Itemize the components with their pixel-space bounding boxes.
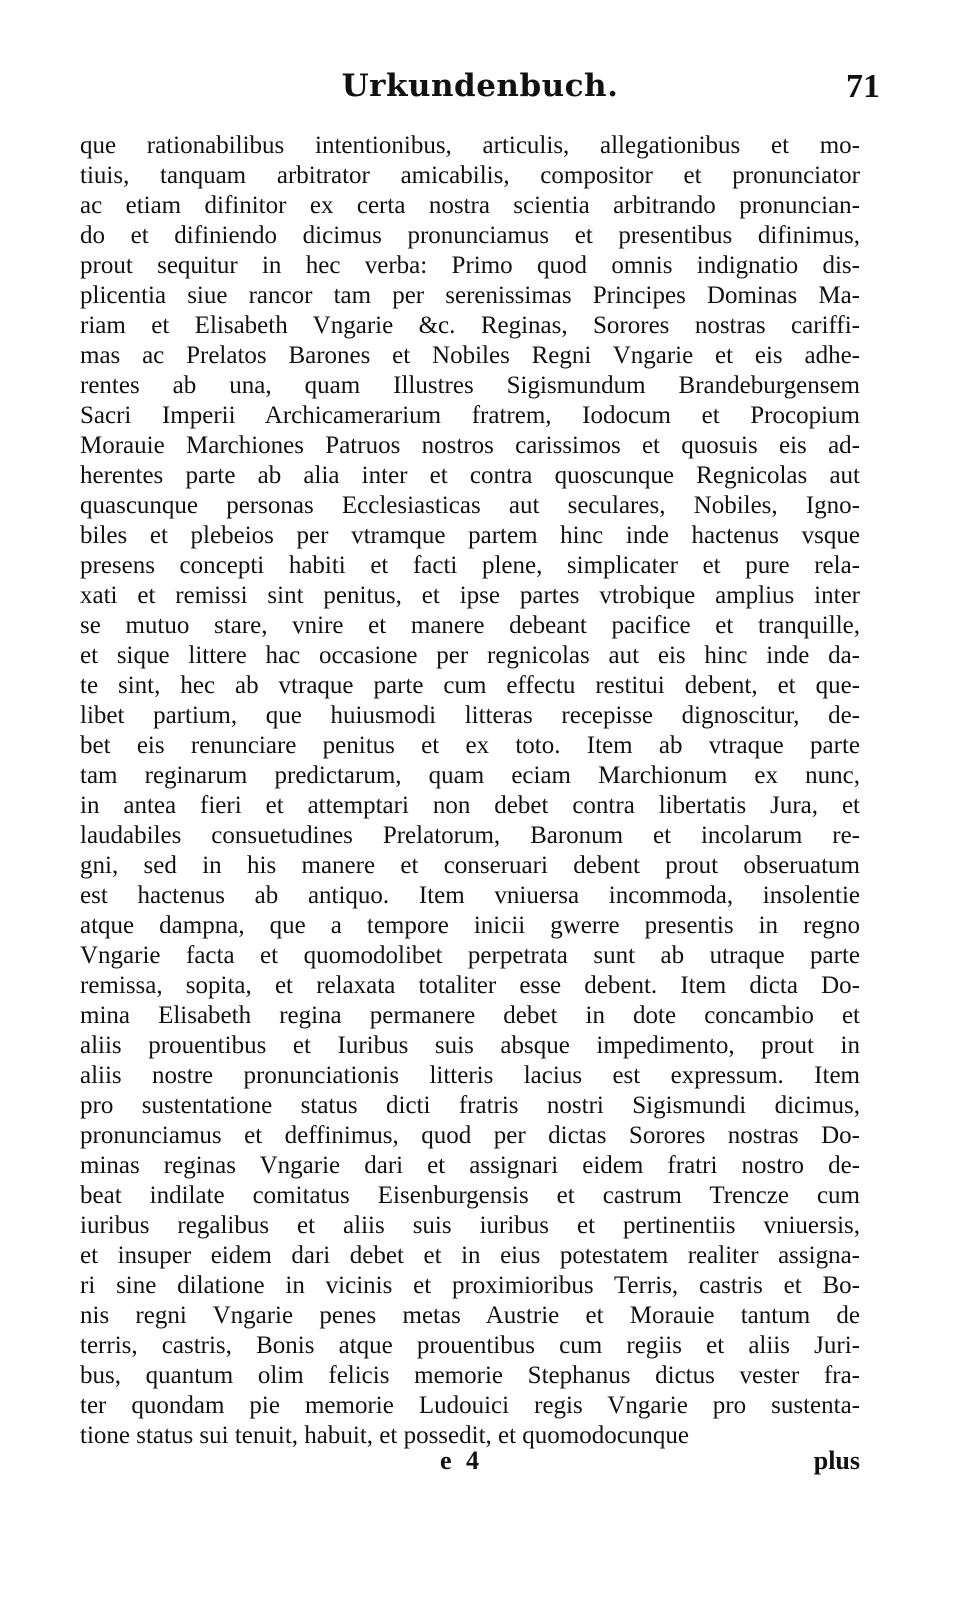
text-line: biles et plebeios per vtramque partem hinc inde hactenus vsque	[80, 522, 860, 549]
text-line: aliis nostre pronunciationis litteris lacius est expressum. Item	[80, 1062, 860, 1089]
text-line: gni, sed in his manere et conseruari debent prout obseruatum	[80, 852, 860, 879]
text-line: plicentia siue rancor tam per serenissimas Principes Dominas Ma-	[80, 282, 860, 309]
text-line: atque dampna, que a tempore inicii gwerre presentis in regno	[80, 912, 860, 939]
text-line: libet partium, que huiusmodi litteras recepisse dignoscitur, de-	[80, 702, 860, 729]
text-line: rentes ab una, quam Illustres Sigismundum Brandeburgensem	[80, 372, 860, 399]
text-line: se mutuo stare, vnire et manere debeant pacifice et tranquille,	[80, 612, 860, 639]
text-line: remissa, sopita, et relaxata totaliter esse debent. Item dicta Do-	[80, 972, 860, 999]
text-line: aliis prouentibus et Iuribus suis absque impedimento, prout in	[80, 1032, 860, 1059]
text-line: te sint, hec ab vtraque parte cum effectu restitui debent, et que-	[80, 672, 860, 699]
page-header	[80, 68, 880, 114]
text-line: Morauie Marchiones Patruos nostros carissimos et quosuis eis ad-	[80, 432, 860, 459]
text-line: nis regni Vngarie penes metas Austrie et Morauie tantum de	[80, 1302, 860, 1329]
signature-mark: e 4	[440, 1446, 484, 1475]
text-line: et insuper eidem dari debet et in eius potestatem realiter assigna-	[80, 1242, 860, 1269]
text-line: que rationabilibus intentionibus, articulis, allegationibus et mo-	[80, 132, 860, 159]
text-line: terris, castris, Bonis atque prouentibus cum regiis et aliis Juri-	[80, 1332, 860, 1359]
text-line: ri sine dilatione in vicinis et proximioribus Terris, castris et Bo-	[80, 1272, 860, 1299]
text-line: minas reginas Vngarie dari et assignari eidem fratri nostro de-	[80, 1152, 860, 1179]
text-line: xati et remissi sint penitus, et ipse partes vtrobique amplius inter	[80, 582, 860, 609]
text-line: bus, quantum olim felicis memorie Stephanus dictus vester fra-	[80, 1362, 860, 1389]
text-line: pronunciamus et deffinimus, quod per dictas Sorores nostras Do-	[80, 1122, 860, 1149]
body-text	[80, 131, 860, 1451]
text-line: quascunque personas Ecclesiasticas aut seculares, Nobiles, Igno-	[80, 492, 860, 519]
page-footer	[80, 1446, 860, 1480]
text-line: beat indilate comitatus Eisenburgensis et castrum Trencze cum	[80, 1182, 860, 1209]
text-line: Sacri Imperii Archicamerarium fratrem, Iodocum et Procopium	[80, 402, 860, 429]
text-line: bet eis renunciare penitus et ex toto. Item ab vtraque parte	[80, 732, 860, 759]
text-line: et sique littere hac occasione per regnicolas aut eis hinc inde da-	[80, 642, 860, 669]
text-line: ter quondam pie memorie Ludouici regis Vngarie pro sustenta-	[80, 1392, 860, 1419]
text-line: prout sequitur in hec verba: Primo quod omnis indignatio dis-	[80, 252, 860, 279]
page-number: 71	[846, 68, 880, 105]
text-line: mas ac Prelatos Barones et Nobiles Regni Vngarie et eis adhe-	[80, 342, 860, 369]
catchword: plus	[813, 1446, 860, 1475]
text-line: iuribus regalibus et aliis suis iuribus et pertinentiis vniuersis,	[80, 1212, 860, 1239]
text-line: est hactenus ab antiquo. Item vniuersa incommoda, insolentie	[80, 882, 860, 909]
text-line: riam et Elisabeth Vngarie &c. Reginas, Sorores nostras cariffi-	[80, 312, 860, 339]
text-line: tiuis, tanquam arbitrator amicabilis, compositor et pronunciator	[80, 162, 860, 189]
text-line: tione status sui tenuit, habuit, et possedit, et quomodocunque	[80, 1422, 689, 1449]
text-line: herentes parte ab alia inter et contra quoscunque Regnicolas aut	[80, 462, 860, 489]
text-line: presens concepti habiti et facti plene, simplicater et pure rela-	[80, 552, 860, 579]
text-line: mina Elisabeth regina permanere debet in dote concambio et	[80, 1002, 860, 1029]
text-line: pro sustentatione status dicti fratris nostri Sigismundi dicimus,	[80, 1092, 860, 1119]
text-line: laudabiles consuetudines Prelatorum, Baronum et incolarum re-	[80, 822, 860, 849]
text-line: ac etiam difinitor ex certa nostra scientia arbitrando pronuncian-	[80, 192, 860, 219]
text-line: do et difiniendo dicimus pronunciamus et presentibus difinimus,	[80, 222, 860, 249]
text-line: in antea fieri et attemptari non debet contra libertatis Jura, et	[80, 792, 860, 819]
text-line: tam reginarum predictarum, quam eciam Marchionum ex nunc,	[80, 762, 860, 789]
text-line: Vngarie facta et quomodolibet perpetrata sunt ab utraque parte	[80, 942, 860, 969]
running-head: Urkundenbuch.	[341, 68, 619, 104]
